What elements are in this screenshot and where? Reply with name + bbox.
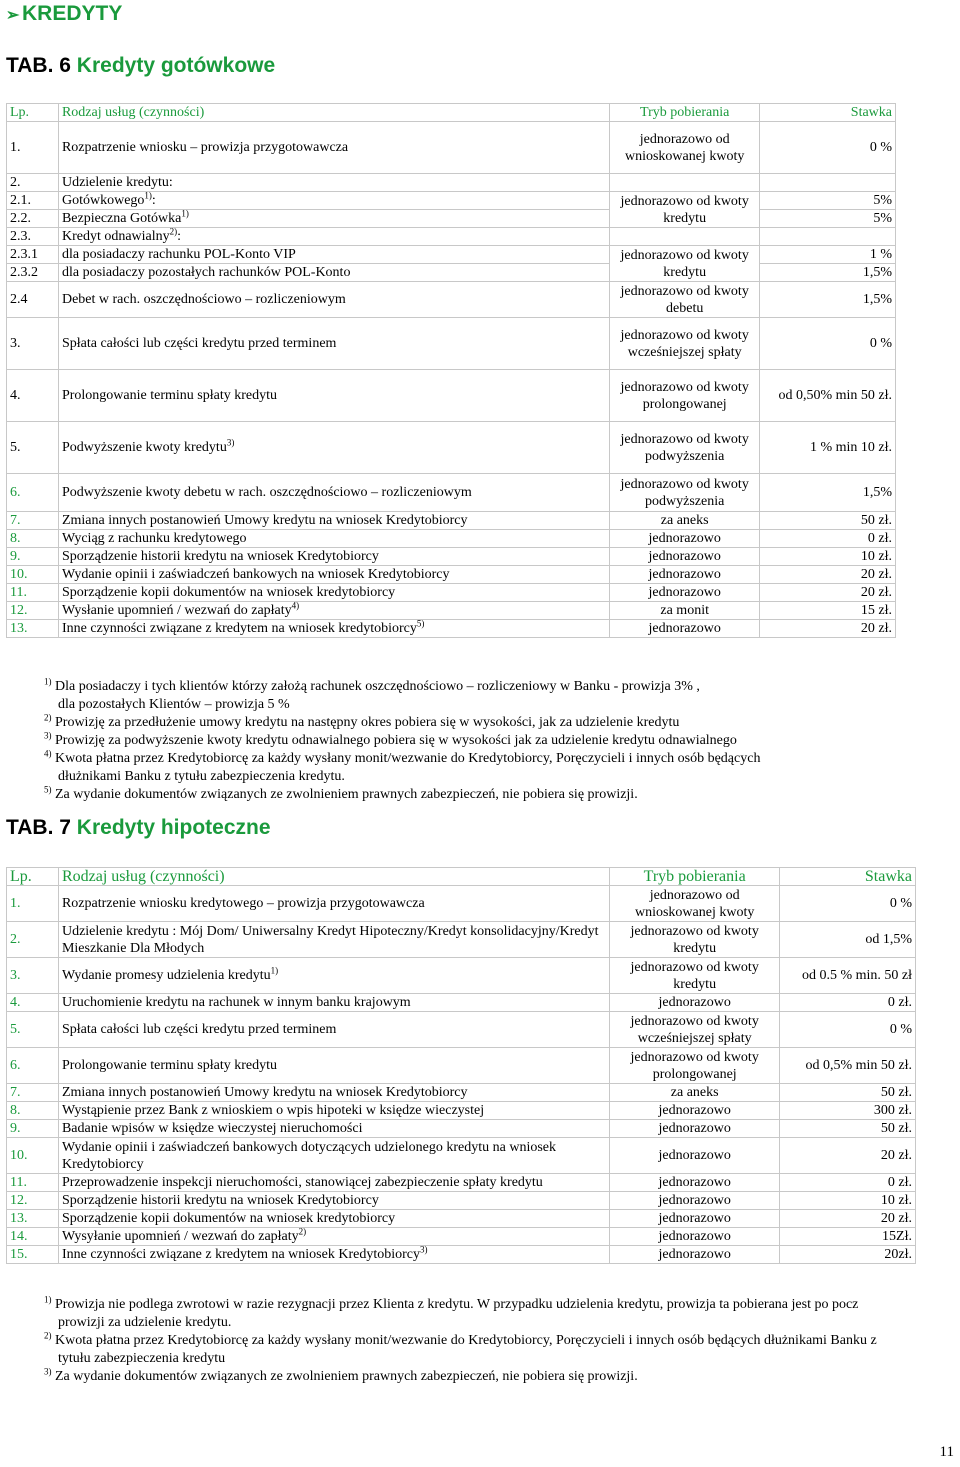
footnote [44, 1332, 944, 1350]
row-lp: 9. [7, 548, 59, 566]
row-lp: 7. [7, 1084, 59, 1102]
service-text: Udzielenie kredytu: [61, 175, 173, 190]
row-mode: jednorazowo [610, 530, 760, 548]
row-lp: 6. [7, 1048, 59, 1084]
service-text: Wysłanie upomnień / wezwań do zapłaty [61, 603, 292, 618]
table-row [7, 1192, 916, 1210]
table-row [7, 994, 916, 1012]
table-row [7, 620, 896, 638]
row-mode: jednorazowo [610, 566, 760, 584]
table-row [7, 318, 896, 370]
row-mode: jednorazowo od kwoty wcześniejszej spłaty [610, 318, 760, 370]
service-text: dla posiadaczy pozostałych rachunków POL-Konto [61, 265, 351, 280]
service-text: Wydanie opinii i zaświadczeń bankowych dotyczących udzielonego kredytu na wniosek Kredytobiorcy [61, 1139, 556, 1172]
table-row [7, 1228, 916, 1246]
row-service [58, 922, 609, 958]
header-mode: Tryb pobierania [610, 868, 780, 886]
row-service [58, 246, 609, 264]
service-text: Badanie wpisów w księdze wieczystej nieruchomości [61, 1121, 363, 1136]
row-service [58, 282, 609, 318]
service-text: Sporządzenie historii kredytu na wniosek Kredytobiorcy [61, 1193, 379, 1208]
row-rate: 50 zł. [780, 1084, 916, 1102]
row-service [58, 1174, 609, 1192]
row-rate [760, 228, 896, 246]
row-rate: od 1,5% [780, 922, 916, 958]
row-lp: 2.4 [7, 282, 59, 318]
row-service [58, 318, 609, 370]
row-mode: jednorazowo [610, 1246, 780, 1264]
footnote [44, 678, 924, 696]
footnote-ref: 1) [181, 208, 189, 219]
footnote-ref: 3) [226, 437, 235, 448]
arrow-bullet-icon: ➢ [6, 7, 20, 24]
row-rate: 0 zł. [780, 994, 916, 1012]
row-lp: 2.2. [7, 210, 59, 228]
row-mode: jednorazowo [610, 1138, 780, 1174]
row-mode: za monit [610, 602, 760, 620]
row-mode: jednorazowo [610, 1120, 780, 1138]
row-lp: 15. [7, 1246, 59, 1264]
row-rate: 15Zł. [780, 1228, 916, 1246]
service-text: Uruchomienie kredytu na rachunek w innym banku krajowym [61, 995, 411, 1010]
service-text: Gotówkowego [61, 193, 145, 208]
row-lp: 2.3.2 [7, 264, 59, 282]
table-row [7, 174, 896, 192]
table-row [7, 1120, 916, 1138]
service-text: Debet w rach. oszczędnościowo – rozliczeniowym [61, 292, 346, 307]
row-service [58, 228, 609, 246]
row-rate: 50 zł. [760, 512, 896, 530]
row-mode: jednorazowo [610, 1192, 780, 1210]
header-lp: Lp. [7, 104, 59, 122]
row-mode: jednorazowo od kwoty prolongowanej [610, 370, 760, 422]
service-tail: : [151, 193, 156, 208]
row-lp: 5. [7, 422, 59, 474]
row-service [58, 958, 609, 994]
row-mode: jednorazowo [610, 994, 780, 1012]
row-lp: 12. [7, 1192, 59, 1210]
row-lp: 10. [7, 566, 59, 584]
table-row [7, 1102, 916, 1120]
table-row [7, 1012, 916, 1048]
table-row [7, 584, 896, 602]
row-lp: 1. [7, 122, 59, 174]
table-row [7, 1210, 916, 1228]
service-text: Sporządzenie historii kredytu na wniosek Kredytobiorcy [61, 549, 379, 564]
header-lp: Lp. [7, 868, 59, 886]
row-mode: jednorazowo od kwoty podwyższenia [610, 422, 760, 474]
row-mode: za aneks [610, 1084, 780, 1102]
service-text: Zmiana innych postanowień Umowy kredytu na wniosek Kredytobiorcy [61, 513, 468, 528]
table-row [7, 282, 896, 318]
row-rate: 0 % [760, 318, 896, 370]
footnote-text: Prowizja nie podlega zwrotowi w razie rezygnacji przez Klienta z kredytu. W przypadku udzielenia kredytu, prowizja ta pobierana jest po pocz [55, 1297, 859, 1312]
row-mode: jednorazowo [610, 1174, 780, 1192]
row-lp: 3. [7, 318, 59, 370]
table-row [7, 922, 916, 958]
row-service [58, 370, 609, 422]
row-rate [760, 174, 896, 192]
footnote-mark: 4) [44, 748, 52, 759]
footnote-ref: 2) [169, 226, 178, 237]
table-row [7, 422, 896, 474]
table-row [7, 122, 896, 174]
row-mode: jednorazowo od kwoty debetu [610, 282, 760, 318]
row-service [58, 474, 609, 512]
table-row [7, 958, 916, 994]
row-rate: 1,5% [760, 264, 896, 282]
row-service [58, 1228, 609, 1246]
row-lp: 2.1. [7, 192, 59, 210]
table-row [7, 1138, 916, 1174]
row-mode: jednorazowo [610, 620, 760, 638]
row-service [58, 174, 609, 192]
row-lp: 2.3. [7, 228, 59, 246]
header-service: Rodzaj usług (czynności) [58, 868, 609, 886]
row-service [58, 1246, 609, 1264]
table-row [7, 1246, 916, 1264]
row-service [58, 422, 609, 474]
footnote-continuation: tytułu zabezpieczenia kredytu [58, 1351, 226, 1366]
table-row [7, 264, 896, 282]
footnote-text: Dla posiadaczy i tych klientów którzy założą rachunek oszczędnościowo – rozliczeniowy w Banku - prowizja 3% , [55, 679, 700, 694]
row-rate: 1,5% [760, 474, 896, 512]
row-rate: 10 zł. [780, 1192, 916, 1210]
service-text: Podwyższenie kwoty debetu w rach. oszczędnościowo – rozliczeniowym [61, 485, 472, 500]
row-lp: 6. [7, 474, 59, 512]
footnote-mark: 5) [44, 784, 52, 795]
row-lp: 1. [7, 886, 59, 922]
table-row [7, 566, 896, 584]
row-mode: jednorazowo od kwoty kredytu [610, 922, 780, 958]
row-service [58, 1084, 609, 1102]
service-text: Kredyt odnawialny [61, 229, 170, 244]
header-rate: Stawka [780, 868, 916, 886]
service-text: Rozpatrzenie wniosku – prowizja przygotowawcza [61, 140, 349, 155]
row-mode: jednorazowo od kwoty kredytu [610, 958, 780, 994]
row-lp: 10. [7, 1138, 59, 1174]
row-mode [610, 228, 760, 246]
footnote-mark: 1) [44, 1294, 52, 1305]
footnote-mark: 1) [44, 676, 52, 687]
header-row [7, 868, 916, 886]
row-service [58, 512, 609, 530]
row-lp: 11. [7, 584, 59, 602]
row-rate: od 0.5 % min. 50 zł [780, 958, 916, 994]
table-row [7, 548, 896, 566]
service-text: Bezpieczna Gotówka [61, 211, 182, 226]
service-text: Inne czynności związane z kredytem na wniosek kredytobiorcy [61, 621, 417, 636]
row-mode: jednorazowo [610, 584, 760, 602]
service-tail: : [177, 229, 182, 244]
tab6-table [6, 103, 896, 638]
row-lp: 4. [7, 994, 59, 1012]
row-service [58, 1012, 609, 1048]
row-rate: 0 % [780, 886, 916, 922]
footnote [44, 732, 924, 750]
row-rate: 50 zł. [780, 1120, 916, 1138]
row-lp: 2.3.1 [7, 246, 59, 264]
footnote-text: Kwota płatna przez Kredytobiorcę za każdy wysłany monit/wezwanie do Kredytobiorcy, Poręczycieli i innych osób będących [55, 751, 761, 766]
row-rate: 0 zł. [760, 530, 896, 548]
row-lp: 13. [7, 1210, 59, 1228]
row-service [58, 1102, 609, 1120]
row-service [58, 584, 609, 602]
row-mode: za aneks [610, 512, 760, 530]
row-lp: 2. [7, 922, 59, 958]
row-service [58, 122, 609, 174]
row-mode: jednorazowo od wnioskowanej kwoty [610, 122, 760, 174]
row-rate: 0 zł. [780, 1174, 916, 1192]
footnote-ref: 5) [416, 618, 425, 629]
row-mode: jednorazowo od kwoty podwyższenia [610, 474, 760, 512]
footnote-text: Prowizję za przedłużenie umowy kredytu na następny okres pobiera się w wysokości, jak za udzielenie kredytu [55, 715, 680, 730]
row-lp: 8. [7, 530, 59, 548]
service-text: Prolongowanie terminu spłaty kredytu [61, 388, 277, 403]
row-rate: 15 zł. [760, 602, 896, 620]
row-rate: 20 zł. [760, 620, 896, 638]
footnote-text: Kwota płatna przez Kredytobiorcę za każdy wysłany monit/wezwanie do Kredytobiorcy, Poręczycieli i innych osób będących dłużnikami Banku z [55, 1333, 877, 1348]
service-text: Przeprowadzenie inspekcji nieruchomości, stanowiącej zabezpieczenie spłaty kredytu [61, 1175, 543, 1190]
row-service [58, 548, 609, 566]
table-row [7, 210, 896, 228]
footnote-ref: 3) [419, 1244, 428, 1255]
row-lp: 12. [7, 602, 59, 620]
header-service: Rodzaj usług (czynności) [58, 104, 609, 122]
row-mode: jednorazowo [610, 1228, 780, 1246]
header-mode: Tryb pobierania [610, 104, 760, 122]
footnote-continuation: dłużnikami Banku z tytułu zabezpieczenia kredytu. [58, 769, 345, 784]
row-service [58, 530, 609, 548]
footnote [44, 1296, 944, 1314]
table-row [7, 474, 896, 512]
row-service [58, 1048, 609, 1084]
footnote [44, 714, 924, 732]
table-row [7, 602, 896, 620]
row-service [58, 1138, 609, 1174]
row-lp: 13. [7, 620, 59, 638]
service-text: Spłata całości lub części kredytu przed terminem [61, 1022, 337, 1037]
footnote-text: Prowizję za podwyższenie kwoty kredytu odnawialnego pobiera się w wysokości jak za udzielenie kredytu odnawialnego [55, 733, 737, 748]
row-lp: 5. [7, 1012, 59, 1048]
table-row [7, 1174, 916, 1192]
row-mode: jednorazowo [610, 548, 760, 566]
table-row [7, 886, 916, 922]
row-service [58, 192, 609, 210]
service-text: Podwyższenie kwoty kredytu [61, 440, 227, 455]
footnote-continuation: prowizji za udzielenie kredytu. [58, 1315, 232, 1330]
row-service [58, 264, 609, 282]
row-mode: jednorazowo od kwoty kredytu [610, 192, 760, 228]
row-mode: jednorazowo [610, 1102, 780, 1120]
row-rate: 5% [760, 210, 896, 228]
service-text: Zmiana innych postanowień Umowy kredytu na wniosek Kredytobiorcy [61, 1085, 468, 1100]
row-rate: 20zł. [780, 1246, 916, 1264]
row-lp: 7. [7, 512, 59, 530]
row-rate: 0 % [760, 122, 896, 174]
footnote [44, 786, 924, 804]
table-row [7, 228, 896, 246]
service-text: dla posiadaczy rachunku POL-Konto VIP [61, 247, 296, 262]
footnote-text: Za wydanie dokumentów związanych ze zwolnieniem prawnych zabezpieczeń, nie pobiera się prowizji. [55, 787, 638, 802]
row-lp: 11. [7, 1174, 59, 1192]
row-service [58, 620, 609, 638]
row-rate: od 0,50% min 50 zł. [760, 370, 896, 422]
service-text: Wysyłanie upomnień / wezwań do zapłaty [61, 1229, 299, 1244]
footnote-ref: 1) [270, 965, 279, 976]
row-service [58, 886, 609, 922]
row-service [58, 210, 609, 228]
row-service [58, 994, 609, 1012]
row-rate: 10 zł. [760, 548, 896, 566]
row-mode: jednorazowo od kwoty prolongowanej [610, 1048, 780, 1084]
row-service [58, 1210, 609, 1228]
header-row [7, 104, 896, 122]
row-mode [610, 174, 760, 192]
service-text: Sporządzenie kopii dokumentów na wniosek kredytobiorcy [61, 1211, 396, 1226]
table-row [7, 530, 896, 548]
row-rate: od 0,5% min 50 zł. [780, 1048, 916, 1084]
row-rate: 20 zł. [760, 566, 896, 584]
service-text: Udzielenie kredytu : Mój Dom/ Uniwersalny Kredyt Hipoteczny/Kredyt konsolidacyjny/Kredyt Mieszkanie Dla Młodych [61, 923, 599, 956]
table-row [7, 246, 896, 264]
row-rate: 1 % min 10 zł. [760, 422, 896, 474]
footnote [44, 750, 924, 768]
footnote [44, 1368, 944, 1386]
tab7-footnotes [44, 1296, 944, 1386]
footnote-mark: 2) [44, 712, 52, 723]
footnote-continuation: dla pozostałych Klientów – prowizja 5 % [58, 697, 290, 712]
row-rate: 20 zł. [780, 1138, 916, 1174]
header-rate: Stawka [760, 104, 896, 122]
service-text: Wydanie opinii i zaświadczeń bankowych na wniosek Kredytobiorcy [61, 567, 450, 582]
row-lp: 2. [7, 174, 59, 192]
row-service [58, 566, 609, 584]
service-text: Wydanie promesy udzielenia kredytu [61, 968, 271, 983]
footnote-mark: 3) [44, 1366, 52, 1377]
service-text: Wystąpienie przez Bank z wnioskiem o wpis hipoteki w księdze wieczystej [61, 1103, 485, 1118]
table-row [7, 370, 896, 422]
row-mode: jednorazowo od kwoty kredytu [610, 246, 760, 282]
service-text: Wyciąg z rachunku kredytowego [61, 531, 247, 546]
row-mode: jednorazowo [610, 1210, 780, 1228]
footnote-ref: 1) [144, 190, 152, 201]
row-service [58, 1120, 609, 1138]
footnote-mark: 3) [44, 730, 52, 741]
service-text: Sporządzenie kopii dokumentów na wniosek kredytobiorcy [61, 585, 396, 600]
service-text: Inne czynności związane z kredytem na wniosek Kredytobiorcy [61, 1247, 420, 1262]
tab6-footnotes [44, 678, 924, 804]
table-row [7, 192, 896, 210]
table-row [7, 1084, 916, 1102]
tab7-title: TAB. 7 Kredyty hipoteczne [6, 816, 271, 839]
footnote-text: Za wydanie dokumentów związanych ze zwolnieniem prawnych zabezpieczeń, nie pobiera się prowizji. [55, 1369, 638, 1384]
row-rate: 1,5% [760, 282, 896, 318]
row-rate: 20 zł. [760, 584, 896, 602]
tab6-title: TAB. 6 Kredyty gotówkowe [6, 54, 276, 77]
row-mode: jednorazowo od wnioskowanej kwoty [610, 886, 780, 922]
row-lp: 14. [7, 1228, 59, 1246]
page-number: 11 [939, 1444, 954, 1460]
table-row [7, 1048, 916, 1084]
row-lp: 4. [7, 370, 59, 422]
row-rate: 1 % [760, 246, 896, 264]
row-rate: 5% [760, 192, 896, 210]
row-rate: 20 zł. [780, 1210, 916, 1228]
row-service [58, 602, 609, 620]
row-lp: 8. [7, 1102, 59, 1120]
table-row [7, 512, 896, 530]
row-rate: 0 % [780, 1012, 916, 1048]
row-lp: 3. [7, 958, 59, 994]
row-lp: 9. [7, 1120, 59, 1138]
footnote-mark: 2) [44, 1330, 52, 1341]
footnote-ref: 4) [291, 600, 300, 611]
section-title: ➢ KREDYTY [6, 2, 123, 25]
service-text: Spłata całości lub części kredytu przed terminem [61, 336, 337, 351]
row-service [58, 1192, 609, 1210]
service-text: Prolongowanie terminu spłaty kredytu [61, 1058, 277, 1073]
row-rate: 300 zł. [780, 1102, 916, 1120]
tab7-table [6, 867, 916, 1264]
footnote-ref: 2) [298, 1226, 307, 1237]
service-text: Rozpatrzenie wniosku kredytowego – prowizja przygotowawcza [61, 896, 425, 911]
row-mode: jednorazowo od kwoty wcześniejszej spłaty [610, 1012, 780, 1048]
